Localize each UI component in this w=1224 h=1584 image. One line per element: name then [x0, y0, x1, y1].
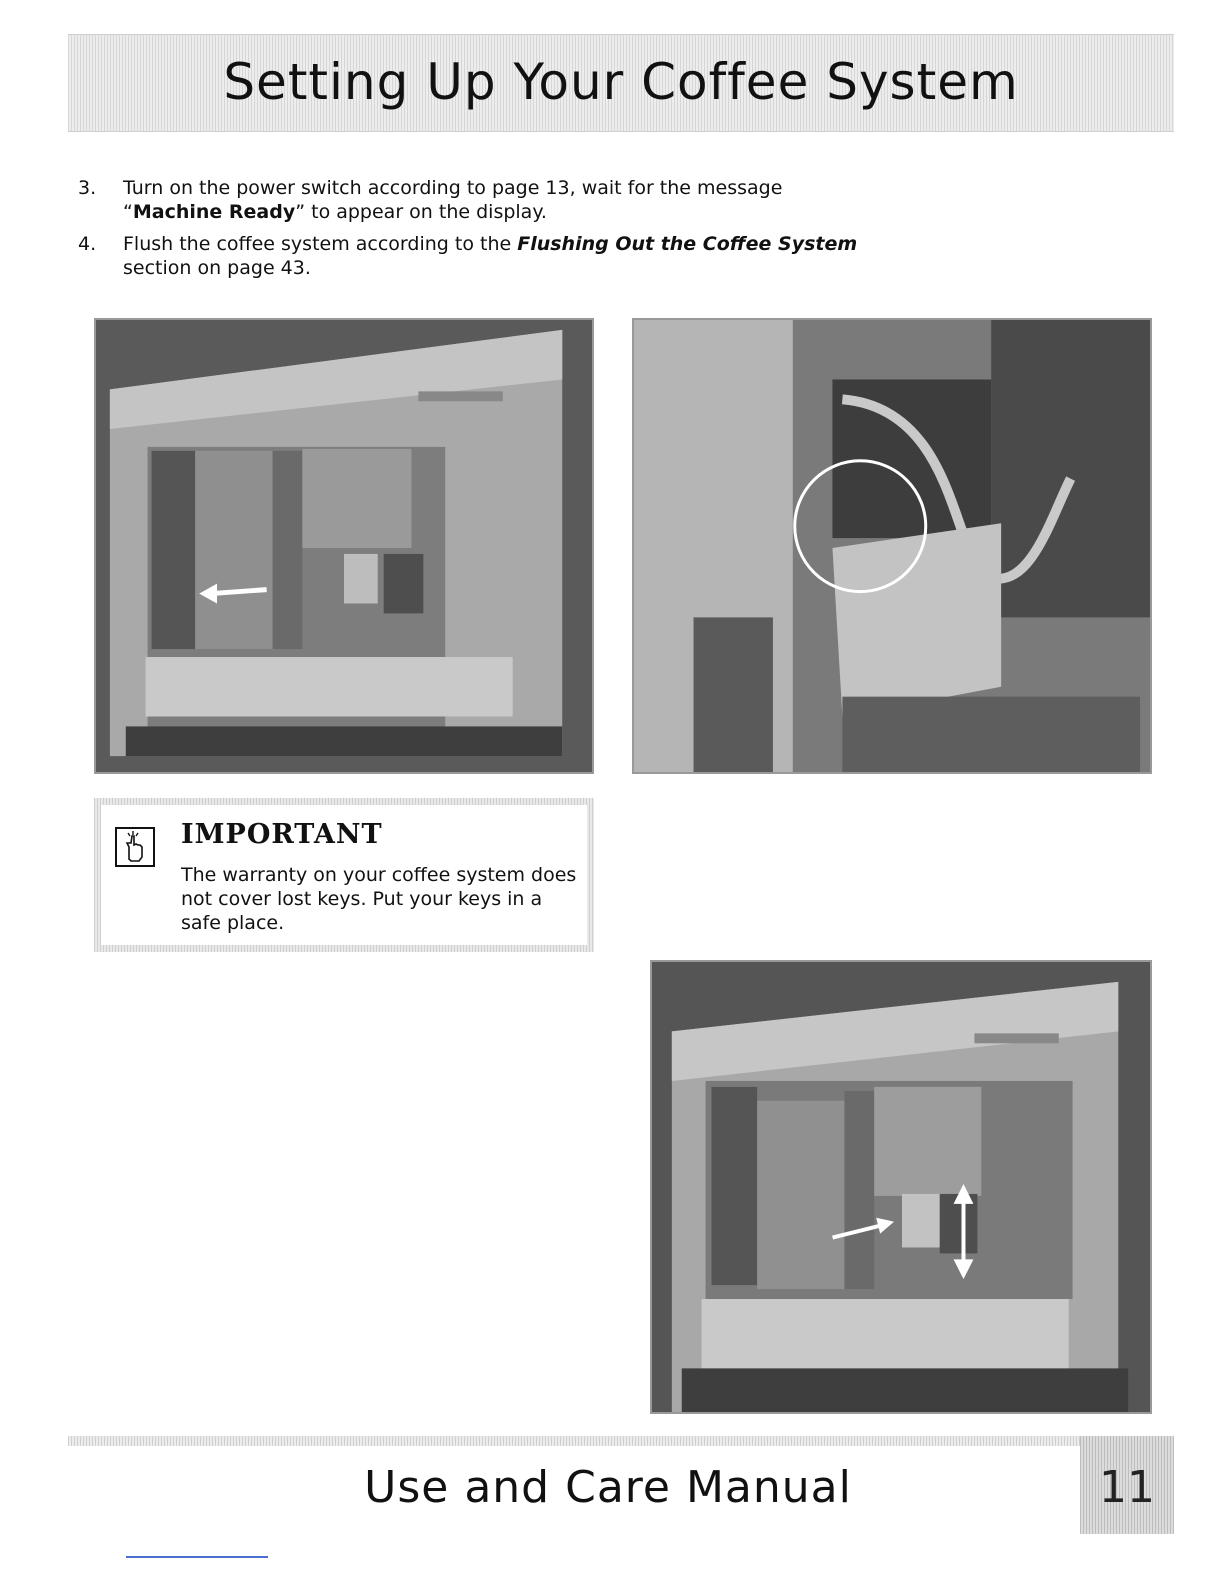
instruction-steps [78, 176, 858, 288]
step-3 [78, 176, 858, 224]
step-text [123, 176, 858, 224]
quote-rest: ” to appear on the display. [295, 201, 547, 223]
important-callout [94, 798, 594, 952]
photo-illustration [634, 320, 1150, 772]
important-callout-inner [101, 805, 587, 945]
step-text [123, 232, 858, 280]
photo-illustration [652, 962, 1150, 1412]
section-reference: Flushing Out the Coffee System [517, 233, 858, 255]
page-title: Setting Up Your Coffee System [223, 53, 1019, 111]
footer-rule [68, 1436, 1082, 1446]
step-number: 3. [78, 177, 97, 199]
step-4 [78, 232, 858, 280]
page-number-box [1080, 1436, 1174, 1534]
photo-closeup-circled [632, 318, 1152, 774]
photo-machine-front-arrow [94, 318, 594, 774]
page-number: 11 [1099, 1462, 1155, 1513]
step-suffix: section on page 43. [123, 257, 311, 279]
important-title: IMPORTANT [181, 819, 383, 850]
pointing-hand-icon [115, 827, 155, 867]
step-prefix: Flush the coffee system according to the [123, 233, 518, 255]
machine-ready-term: Machine Ready [132, 201, 296, 223]
quote-open: “ [123, 201, 133, 223]
photo-illustration [96, 320, 592, 772]
photo-machine-spout-arrows [650, 960, 1152, 1414]
footer-title: Use and Care Manual [364, 1462, 852, 1513]
header-band [68, 34, 1174, 132]
bottom-link-underline [126, 1556, 268, 1558]
step-number: 4. [78, 233, 97, 255]
important-body: The warranty on your coffee system does not cover lost keys. Put your keys in a safe place. [181, 864, 577, 934]
step-line: Turn on the power switch according to page 13, wait for the message [123, 177, 783, 199]
